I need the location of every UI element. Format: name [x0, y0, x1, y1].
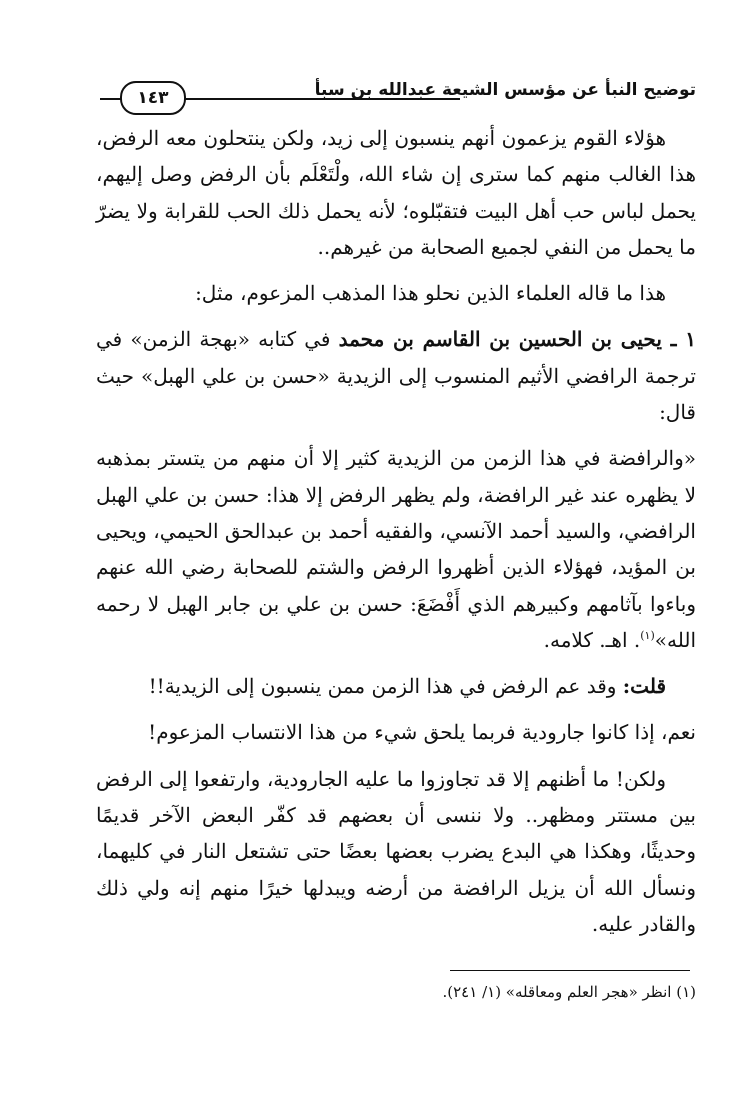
- paragraph-text: وقد عم الرفض في هذا الزمن ممن ينسبون إلى الزيدية!!: [148, 674, 623, 699]
- paragraph: [96, 120, 696, 265]
- book-title: توضيح النبأ عن مؤسس الشيعة عبدالله بن سبأ: [314, 80, 696, 100]
- paragraph-text: هذا ما قاله العلماء الذين نحلو هذا المذهب المزعوم، مثل:: [195, 281, 666, 306]
- paragraph-lead: قلت:: [622, 674, 666, 699]
- main-text: [96, 120, 696, 942]
- paragraph: [96, 275, 696, 311]
- paragraph: [96, 761, 696, 942]
- page-number: ١٤٣: [120, 81, 186, 115]
- author-name: ١ ـ يحيى بن الحسين بن القاسم بن محمد: [338, 327, 696, 352]
- paragraph-text: «والرافضة في هذا الزمن من الزيدية كثير إلا أن منهم من يتستر بمذهبه لا يظهره عند غير الرافضة، ولم يظهر الرفض إلا هذا: حسن بن علي الهبل الرافضي، والسيد أحمد الآنسي، والفقيه أحمد بن عبدالحق الحيمي، ويحيى بن المؤيد، فهؤلاء الذين أظهروا الرفض والشتم للصحابة رضي الله عنهم وباءوا بآثامهم وكبيرهم الذي أَفْضَعَ: حسن بن علي بن جابر الهبل لا رحمه الله»: [96, 446, 696, 652]
- running-header: [100, 76, 696, 116]
- paragraph-text: هؤلاء القوم يزعمون أنهم ينسبون إلى زيد، ولكن ينتحلون معه الرفض، هذا الغالب منهم كما سترى إن شاء الله، ولْتَعْلَم بأن الرفض وصل إليهم، يحمل لباس حب أهل البيت فتقبّلوه؛ لأنه يحمل ذلك الحب للقرابة ولا يضرّ ما يحمل من النفي لجميع الصحابة من غيرهم..: [96, 126, 696, 259]
- quote-paragraph: [96, 440, 696, 658]
- paragraph-tail: . اهـ. كلامه.: [543, 627, 641, 652]
- paragraph: [96, 321, 696, 430]
- footnote-rule: [450, 970, 690, 971]
- paragraph-text: في كتابه «بهجة الزمن» في ترجمة الرافضي الأثيم المنسوب إلى الزيدية «حسن بن علي الهبل» حيث قال:: [96, 327, 696, 425]
- paragraph-text: ولكن! ما أظنهم إلا قد تجاوزوا ما عليه الجارودية، وارتفعوا إلى الرفض بين مستتر ومظهر.. ولا ننسى أن بعضهم قد كفّر البعض الآخر قديمًا وحديثًا، وهكذا هي البدع يضرب بعضها بعضًا حتى تشتعل النار في كليهما، ونسأل الله أن يزيل الرافضة من أرضه ويبدلها خيرًا منهم إنه ولي ذلك والقادر عليه.: [96, 766, 696, 936]
- paragraph: [96, 714, 696, 750]
- footnote: (١) انظر «هجر العلم ومعاقله» (١/ ٢٤١).: [442, 983, 696, 1001]
- footnote-ref: (١): [640, 628, 655, 642]
- paragraph: [96, 668, 696, 704]
- paragraph-text: نعم، إذا كانوا جارودية فربما يلحق شيء من هذا الانتساب المزعوم!: [148, 720, 696, 745]
